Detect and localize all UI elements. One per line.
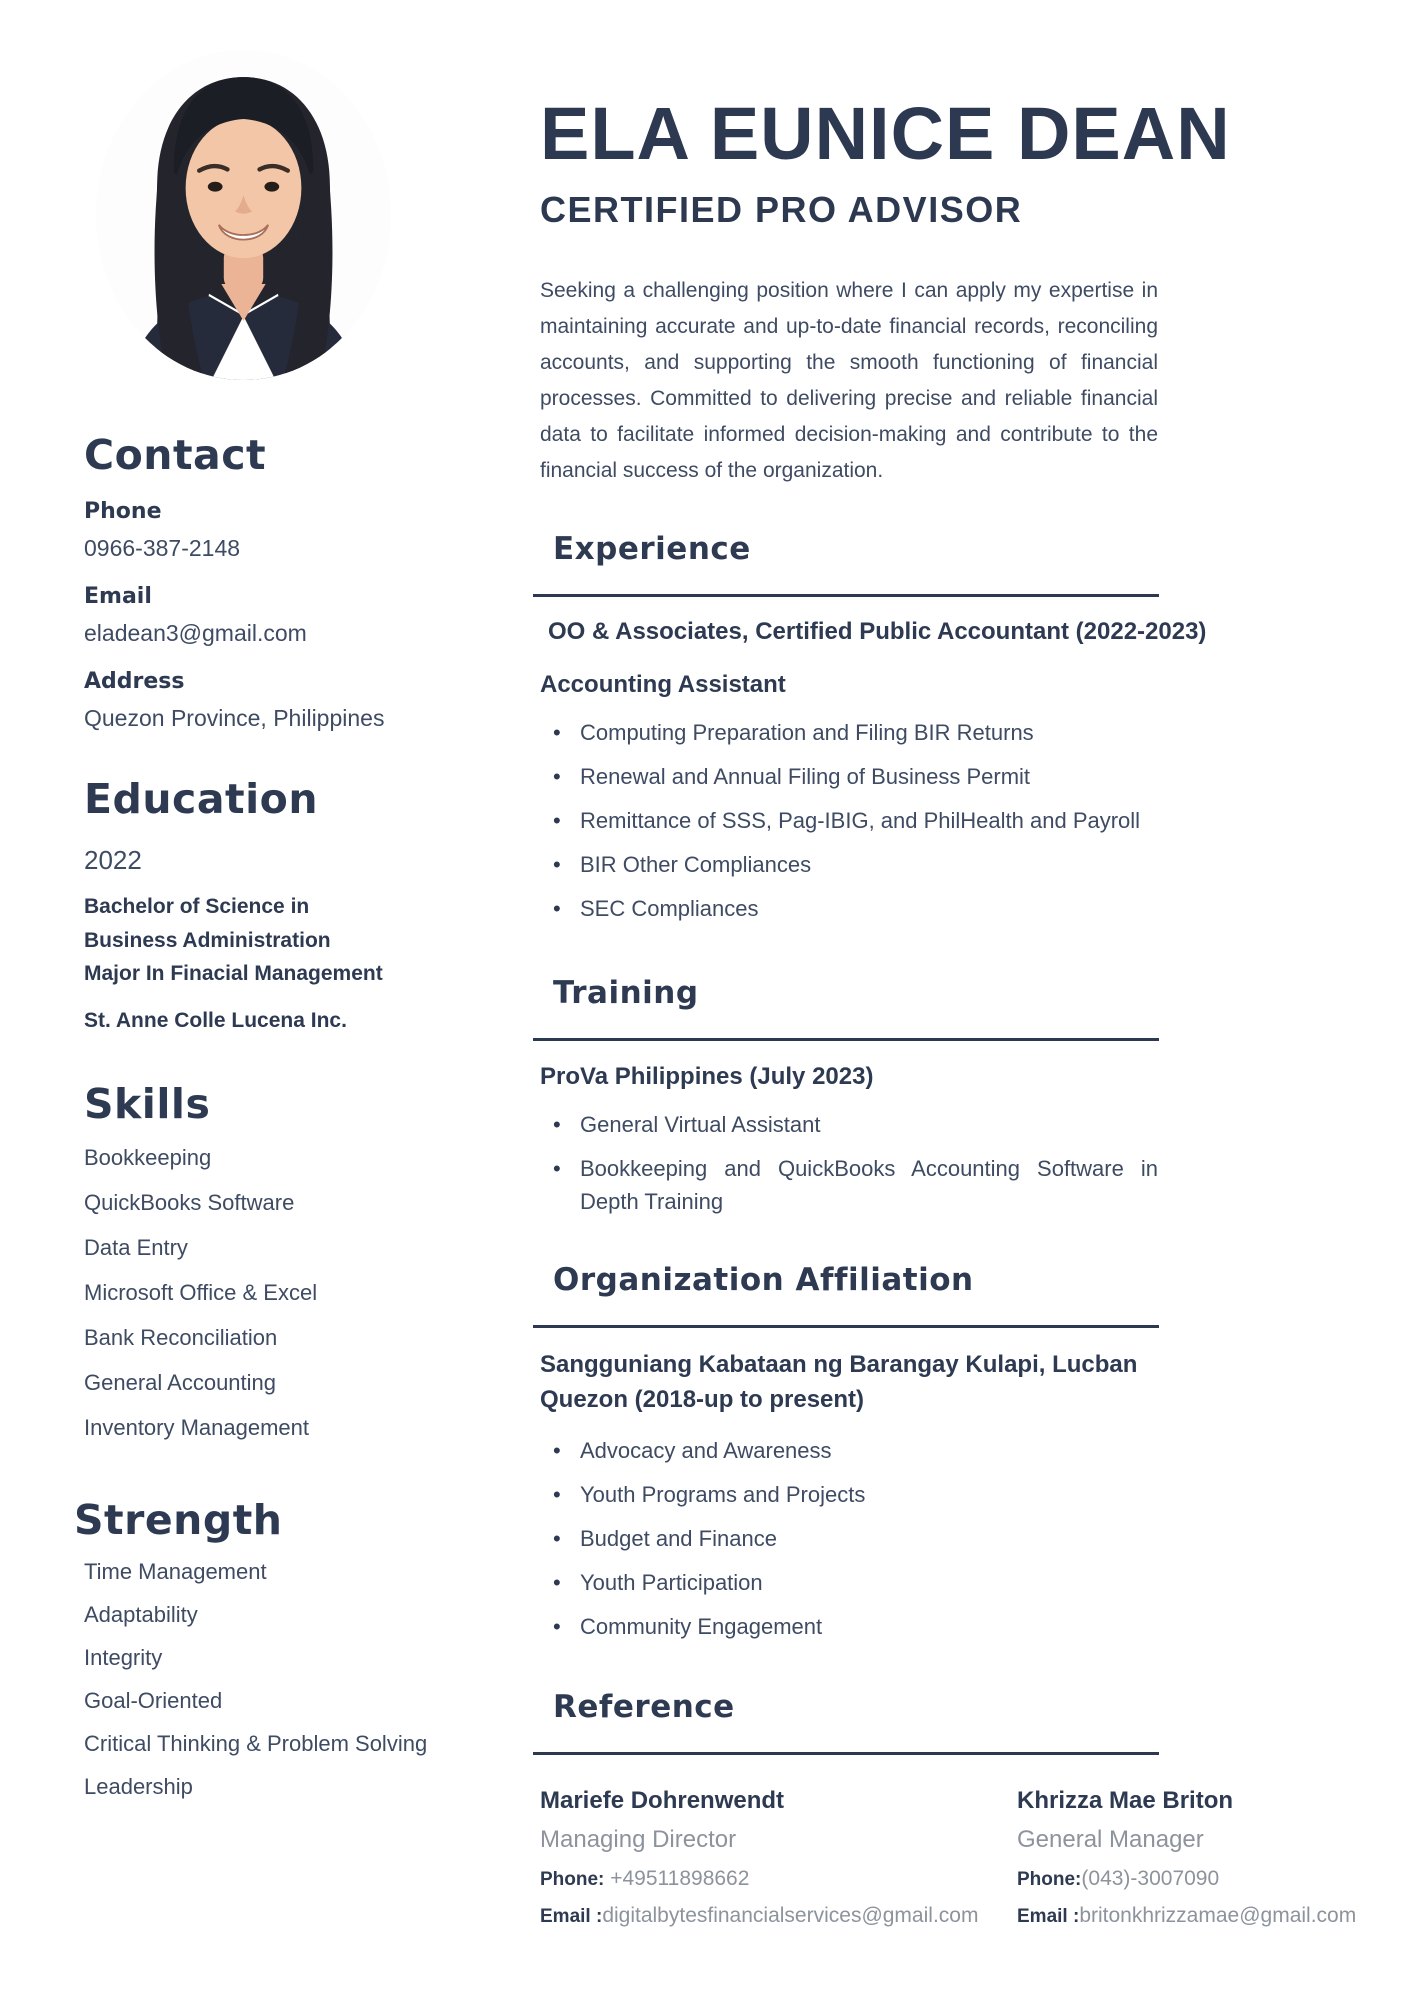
skills-heading: Skills — [84, 1079, 211, 1128]
strength-item: Goal-Oriented — [84, 1687, 223, 1713]
phone-label: Phone — [84, 499, 162, 525]
skill-item: QuickBooks Software — [84, 1189, 295, 1215]
profile-summary: Seeking a challenging position where I can apply my expertise in maintaining accurate and up-to-date financial records, reconciling accounts, and supporting the smooth functioning of financial processes. Committed to delivering precise and reliable financial data to facilitate informed decision-making and contribute to the financial success of the organization. — [540, 279, 1158, 483]
reference-email-label: Email : — [1017, 1906, 1080, 1928]
strength-item: Time Management — [84, 1558, 267, 1584]
email-value: eladean3@gmail.com — [84, 620, 307, 647]
organization-bullet: • Budget and Finance — [540, 1522, 1158, 1555]
reference-name: Khrizza Mae Briton — [1017, 1787, 1234, 1815]
reference-title: General Manager — [1017, 1826, 1204, 1854]
profile-photo — [95, 50, 392, 380]
training-bullet: • Bookkeeping and QuickBooks Accounting Software in Depth Training — [540, 1152, 1158, 1218]
strength-item: Adaptability — [84, 1601, 198, 1627]
reference-title: Managing Director — [540, 1826, 737, 1854]
education-year: 2022 — [84, 845, 142, 876]
reference-email-label: Email : — [540, 1906, 603, 1928]
address-value: Quezon Province, Philippines — [84, 705, 385, 732]
education-school: St. Anne Colle Lucena Inc. — [84, 1008, 347, 1032]
reference-name: Mariefe Dohrenwendt — [540, 1787, 785, 1815]
experience-bullet: • Renewal and Annual Filing of Business Permit — [540, 760, 1158, 793]
organization-bullet: • Youth Programs and Projects — [540, 1478, 1158, 1511]
training-heading: Training — [553, 975, 699, 1012]
strength-heading: Strength — [74, 1495, 283, 1544]
person-name: ELA EUNICE DEAN — [540, 92, 1231, 175]
training-bullet-list — [540, 1108, 1158, 1218]
strength-item: Leadership — [84, 1773, 193, 1799]
reference-phone-value: +49511898662 — [610, 1867, 750, 1891]
section-divider — [533, 594, 1159, 597]
section-divider — [533, 1752, 1159, 1755]
strength-section — [74, 1495, 430, 1800]
experience-bullet: • BIR Other Compliances — [540, 848, 1158, 881]
reference-phone — [540, 1867, 1017, 1891]
organization-bullet-list — [540, 1434, 1158, 1643]
reference-entry — [1017, 1787, 1370, 1928]
strength-item: Integrity — [84, 1644, 163, 1670]
sidebar — [0, 0, 430, 1928]
reference-phone — [1017, 1867, 1370, 1891]
experience-heading: Experience — [553, 531, 751, 568]
reference-email-value: digitalbytesfinancialservices@gmail.com — [602, 1904, 979, 1928]
experience-company: OO & Associates, Certified Public Accountant (2022-2023) — [548, 618, 1207, 646]
skill-item: Bookkeeping — [84, 1144, 212, 1170]
reference-email — [1017, 1904, 1370, 1928]
experience-bullet-list — [540, 716, 1158, 925]
experience-bullet: • SEC Compliances — [540, 892, 1158, 925]
email-label: Email — [84, 584, 152, 610]
strength-list — [84, 1559, 430, 1800]
address-label: Address — [84, 669, 185, 695]
organization-bullet: • Community Engagement — [540, 1610, 1158, 1643]
main-content — [430, 0, 1414, 1928]
reference-phone-label: Phone: — [1017, 1869, 1082, 1891]
reference-heading: Reference — [553, 1689, 735, 1726]
organization-heading: Organization Affiliation — [553, 1262, 974, 1299]
education-degree: Bachelor of Science in Business Administration Major In Finacial Management — [84, 895, 383, 986]
person-title: CERTIFIED PRO ADVISOR — [540, 189, 1023, 231]
organization-name: Sangguniang Kabataan ng Barangay Kulapi, Lucban Quezon (2018-up to present) — [540, 1351, 1138, 1414]
portrait-illustration — [95, 50, 392, 380]
reference-grid — [540, 1787, 1370, 1928]
organization-bullet: • Youth Participation — [540, 1566, 1158, 1599]
reference-phone-label: Phone: — [540, 1869, 605, 1891]
skills-section — [84, 1079, 430, 1441]
contact-section — [84, 431, 430, 732]
reference-section — [540, 1689, 1414, 1928]
phone-value: 0966-387-2148 — [84, 535, 241, 562]
section-divider — [533, 1325, 1159, 1328]
experience-bullet: • Computing Preparation and Filing BIR Returns — [540, 716, 1158, 749]
section-divider — [533, 1038, 1159, 1041]
training-section — [540, 975, 1414, 1218]
organization-section — [540, 1262, 1414, 1643]
strength-item: Critical Thinking & Problem Solving — [84, 1730, 428, 1756]
experience-bullet: • Remittance of SSS, Pag-IBIG, and PhilHealth and Payroll — [540, 804, 1158, 837]
training-bullet: • General Virtual Assistant — [540, 1108, 1158, 1141]
training-provider: ProVa Philippines (July 2023) — [540, 1063, 874, 1091]
reference-email — [540, 1904, 1017, 1928]
education-section — [84, 775, 430, 1033]
contact-heading: Contact — [84, 431, 267, 479]
reference-entry — [540, 1787, 1017, 1928]
reference-phone-value: (043)-3007090 — [1081, 1867, 1220, 1891]
experience-section — [540, 531, 1414, 925]
skill-item: Bank Reconciliation — [84, 1324, 278, 1350]
reference-email-value: britonkhrizzamae@gmail.com — [1079, 1904, 1357, 1928]
organization-bullet: • Advocacy and Awareness — [540, 1434, 1158, 1467]
experience-role: Accounting Assistant — [540, 671, 786, 699]
skill-item: Inventory Management — [84, 1414, 310, 1440]
skill-item: Microsoft Office & Excel — [84, 1279, 318, 1305]
education-heading: Education — [84, 775, 319, 824]
skill-item: Data Entry — [84, 1234, 188, 1260]
skills-list — [84, 1145, 430, 1441]
skill-item: General Accounting — [84, 1369, 277, 1395]
